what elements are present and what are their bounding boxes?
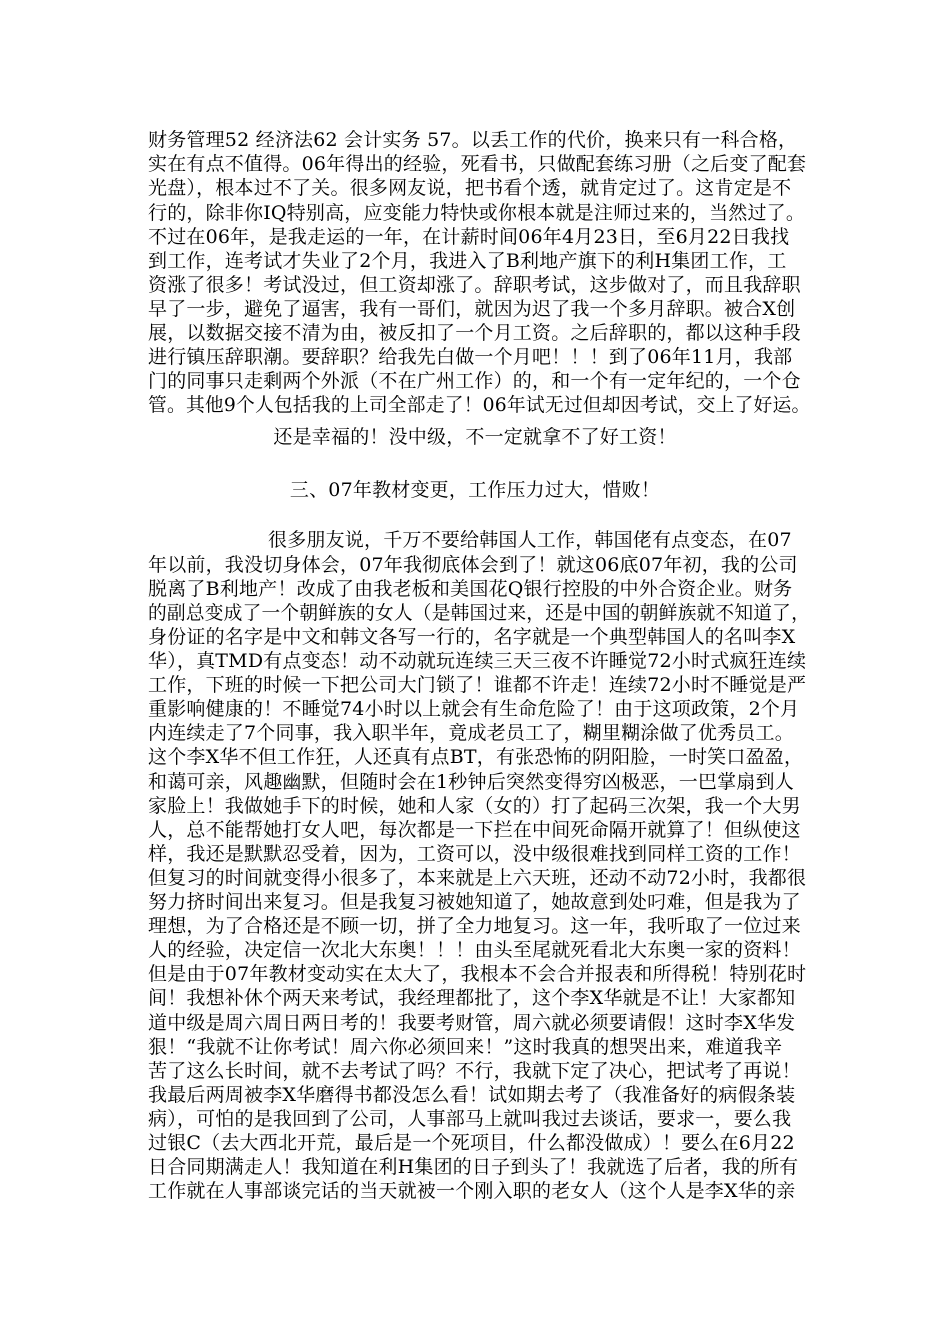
paragraph-line: 道中级是周六周日两日考的！我要考财管，周六就必须要请假！这时李X华发 [148, 1012, 796, 1034]
paragraph-line: 门的同事只走剩两个外派（不在广州工作）的，和一个有一定年纪的，一个仓 [148, 370, 801, 392]
paragraph-line: 重影响健康的！不睡觉74小时以上就会有生命危险了！由于这项政策，2个月 [148, 698, 800, 720]
paragraph-line: 展，以数据交接不清为由，被反扣了一个月工资。之后辞职的，都以这种手段 [148, 322, 801, 344]
paragraph-line: 管。其他9个人包括我的上司全部走了！06年试无过但却因考试，交上了好运。 [148, 394, 811, 416]
paragraph-line: 但复习的时间就变得小很多了，本来就是上六天班，还动不动72小时，我都很 [148, 867, 807, 889]
paragraph-line: 光盘），根本过不了关。很多网友说，把书看个透，就肯定过了。这肯定是不 [148, 177, 792, 199]
paragraph-line: 样，我还是默默忍受着，因为，工资可以，没中级很难找到同样工资的工作！ [148, 843, 801, 865]
paragraph-line: 的副总变成了一个朝鲜族的女人（是韩国过来，还是中国的朝鲜族就不知道了， [148, 602, 811, 624]
paragraph-line: 实在有点不值得。06年得出的经验，死看书，只做配套练习册（之后变了配套 [148, 153, 807, 175]
paragraph-line: 病），可怕的是我回到了公司，人事部马上就叫我过去谈话，要求一，要么我 [148, 1108, 792, 1130]
paragraph-line: 年以前，我没切身体会，07年我彻底体会到了！就这06底07年初，我的公司 [148, 554, 798, 576]
paragraph-line: 这个李X华不但工作狂，人还真有点BT，有张恐怖的阴阳脸，一时笑口盈盈， [148, 746, 804, 768]
paragraph-line: 脱离了B利地产！改成了由我老板和美国花Q银行控股的中外合资企业。财务 [148, 578, 793, 600]
paragraph-line: 间！我想补休个两天来考试，我经理都批了，这个李X华就是不让！大家都知 [148, 987, 796, 1009]
paragraph-line: 内连续走了7个同事，我入职半年，竟成老员工了，糊里糊涂做了优秀员工。 [148, 722, 794, 744]
paragraph-line: 财务管理52 经济法62 会计实务 57。以丢工作的代价，换来只有一科合格， [148, 129, 798, 151]
paragraph-line: 工作就在人事部谈完话的当天就被一个刚入职的老女人（这个人是李X华的亲 [148, 1180, 796, 1202]
paragraph-line: 理想，为了合格还是不顾一切，拼了全力地复习。这一年，我听取了一位过来 [148, 915, 801, 937]
paragraph-line: 苦了这么长时间，就不去考试了吗？不行，我就下定了决心，把试考了再说！ [148, 1060, 801, 1082]
paragraph-line: 进行镇压辞职潮。要辞职？给我先白做一个月吧！！！到了06年11月，我部 [148, 346, 793, 368]
paragraph-line: 但是由于07年教材变动实在太大了，我根本不会合并报表和所得税！特别花时 [148, 963, 807, 985]
section-heading: 三、07年教材变更，工作压力过大，惜败！ [289, 479, 661, 501]
paragraph-line: 到工作，连考试才失业了2个月，我进入了B利地产旗下的利H集团工作，工 [148, 250, 787, 272]
paragraph-line: 家脸上！我做她手下的时候，她和人家（女的）打了起码三次架，我一个大男 [148, 795, 801, 817]
paragraph-line: 早了一步，避免了逼害，我有一哥们，就因为迟了我一个多月辞职。被合X创 [148, 298, 796, 320]
paragraph-line: 努力挤时间出来复习。但是我复习被她知道了，她故意到处叼难，但是我为了 [148, 891, 801, 913]
paragraph-line: 不过在06年，是我走运的一年，在计薪时间06年4月23日，至6月22日我找 [148, 226, 790, 248]
paragraph-line: 工作，下班的时候一下把公司大门锁了！谁都不许走！连续72小时不睡觉是严 [148, 674, 807, 696]
paragraph-line: 行的，除非你IQ特别高，应变能力特快或你根本就是注师过来的，当然过了。 [148, 202, 806, 224]
paragraph-line: 资涨了很多！考试没过，但工资却涨了。辞职考试，这步做对了，而且我辞职 [148, 274, 801, 296]
paragraph-line: 和蔼可亲，风趣幽默，但随时会在1秒钟后突然变得穷凶极恶，一巴掌扇到人 [148, 771, 794, 793]
paragraph-line: 人的经验，决定信一次北大东奥！！！由头至尾就死看北大东奥一家的资料！ [148, 939, 801, 961]
paragraph-line: 华），真TMD有点变态！动不动就玩连续三天三夜不许睡觉72小时式疯狂连续 [148, 650, 807, 672]
paragraph-closing-line: 还是幸福的！没中级，不一定就拿不了好工资！ [273, 426, 677, 448]
paragraph-line: 身份证的名字是中文和韩文各写一行的，名字就是一个典型韩国人的名叫李X [148, 626, 796, 648]
paragraph-line: 狠！“我就不让你考试！周六你必须回来！”这时我真的想哭出来，难道我辛 [148, 1036, 783, 1058]
paragraph-line: 人，总不能帮她打女人吧，每次都是一下拦在中间死命隔开就算了！但纵使这 [148, 819, 801, 841]
paragraph-line: 日合同期满走人！我知道在利H集团的日子到头了！我就选了后者，我的所有 [148, 1156, 799, 1178]
paragraph-line: 我最后两周被李X华磨得书都没怎么看！试如期去考了（我准备好的病假条装 [148, 1084, 796, 1106]
paragraph-line: 很多朋友说，千万不要给韩国人工作，韩国佬有点变态，在07 [268, 529, 792, 551]
paragraph-line: 过银C（去大西北开荒，最后是一个死项目，什么都没做成）！要么在6月22 [148, 1132, 795, 1154]
